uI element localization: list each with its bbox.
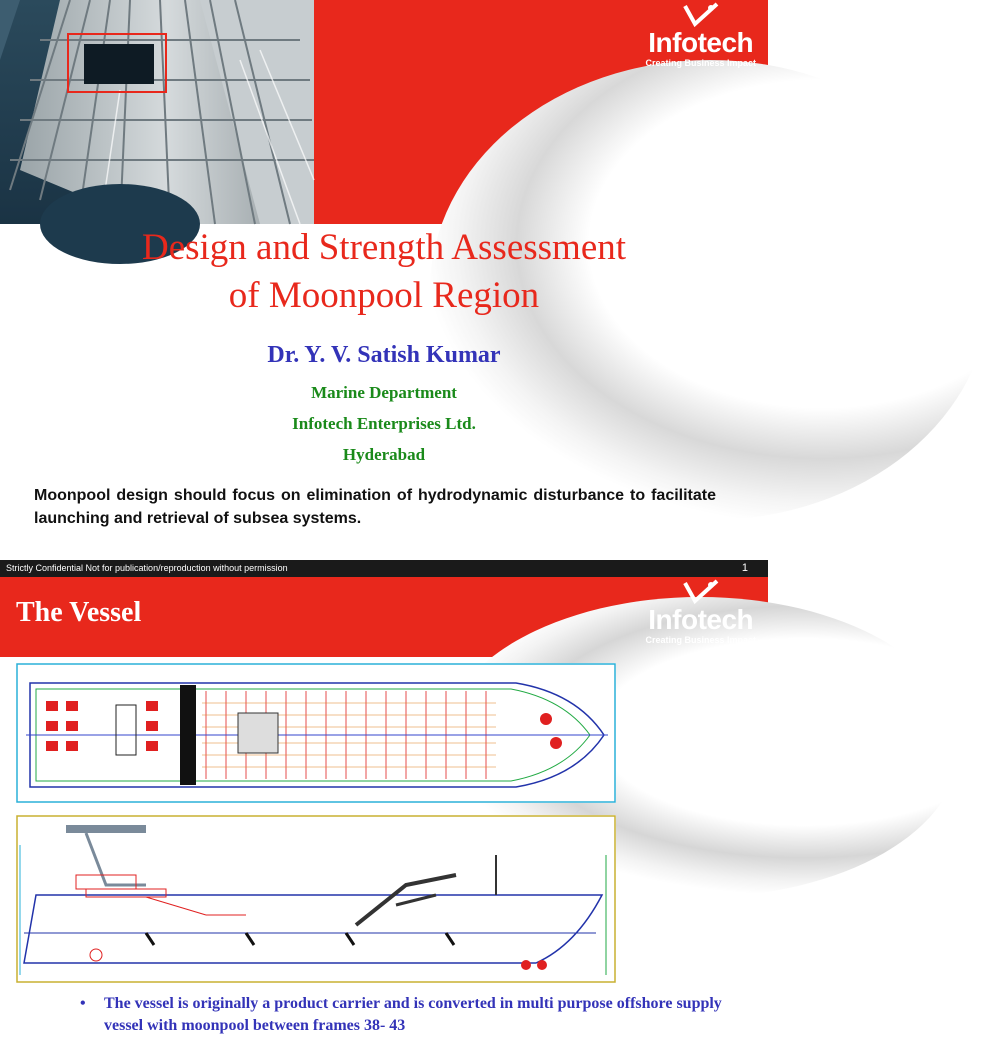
infotech-logo — [645, 2, 756, 69]
logo-name: Infotech — [648, 604, 754, 635]
affiliation-department: Marine Department — [311, 383, 457, 402]
logo-mark-icon — [681, 2, 721, 28]
title-line-2: of Moonpool Region — [228, 275, 540, 316]
slide-footer — [0, 560, 768, 577]
logo-tagline: Creating Business Impact — [645, 635, 756, 645]
logo-tagline: Creating Business Impact — [645, 58, 756, 68]
bullet-icon: • — [80, 995, 86, 1012]
page-number: 1 — [741, 562, 748, 574]
abstract-text: Moonpool design should focus on elimination of hydrodynamic disturbance to facilitate launching and retrieval of subsea systems. — [34, 487, 716, 527]
vessel-deck-photo — [0, 0, 314, 224]
slide-2 — [0, 577, 768, 1034]
affiliation-company: Infotech Enterprises Ltd. — [292, 414, 476, 433]
logo-mark-icon — [681, 579, 721, 605]
slide-title: The Vessel — [16, 597, 142, 628]
logo-name: Infotech — [648, 27, 754, 58]
vessel-plan-view-drawing — [16, 663, 616, 803]
title-line-1: Design and Strength Assessment — [141, 227, 627, 268]
bullet-text: The vessel is originally a product carrier and is converted in multi purpose offshore supply vessel with moonpool between frames 38- 43 — [104, 995, 722, 1034]
confidential-notice: Strictly Confidential Not for publication/reproduction without permission — [6, 563, 288, 573]
author-name: Dr. Y. V. Satish Kumar — [267, 342, 501, 368]
infotech-logo — [645, 579, 756, 646]
vessel-profile-drawing — [16, 815, 616, 983]
slide-1 — [0, 0, 768, 577]
affiliation-city: Hyderabad — [342, 445, 426, 464]
bullet-point — [80, 993, 754, 1037]
